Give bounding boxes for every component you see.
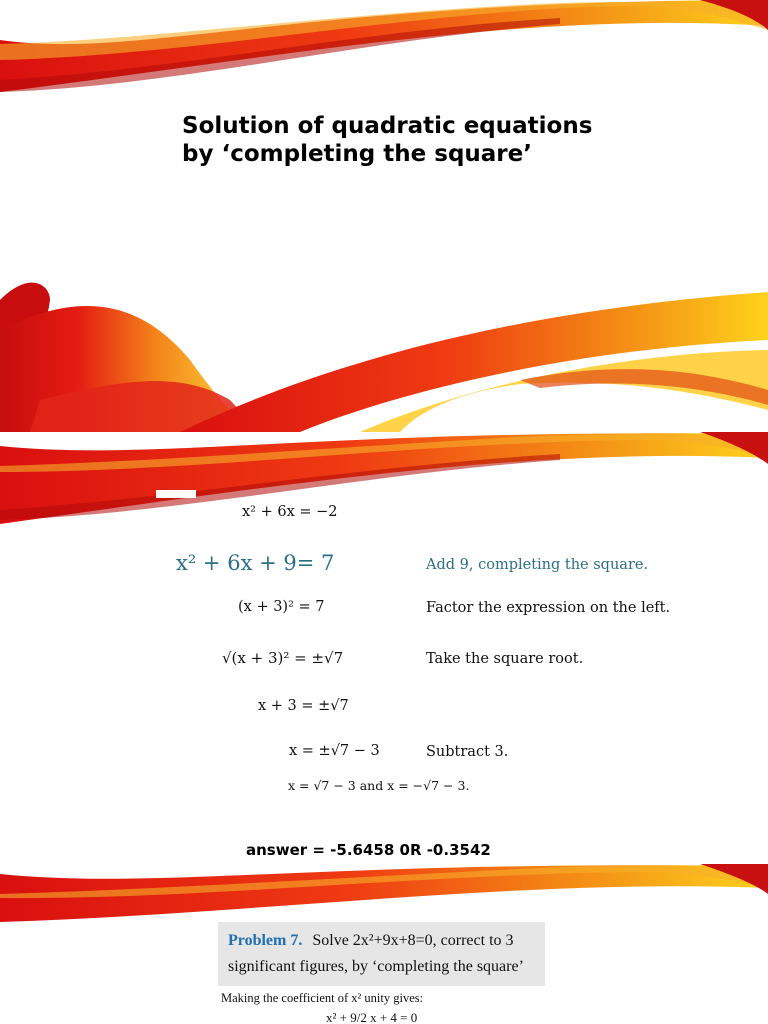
equation-step-2: x² + 6x + 9= 7 — [176, 551, 335, 575]
step-note-2: Add 9, completing the square. — [426, 557, 649, 573]
step-note-6: Subtract 3. — [426, 744, 509, 760]
title-line-2: by ‘completing the square’ — [182, 141, 532, 167]
step-note-4: Take the square root. — [426, 651, 584, 667]
title-line-1: Solution of quadratic equations — [182, 113, 593, 139]
partial-equation: x² + 9/2 x + 4 = 0 — [326, 1010, 418, 1024]
top-wave-decoration — [0, 0, 768, 432]
equation-step-6: x = ±√7 − 3 — [289, 743, 380, 759]
equation-step-3: (x + 3)² = 7 — [238, 599, 325, 615]
problem-label: Problem 7. — [228, 932, 303, 949]
problem-slide — [0, 864, 768, 1024]
divider — [156, 490, 196, 498]
problem-box — [218, 922, 545, 986]
problem-text-line-1: Solve 2x²+9x+8=0, correct to 3 — [312, 932, 514, 949]
step-note-3: Factor the expression on the left. — [426, 600, 671, 616]
problem-text-line-2: significant figures, by ‘completing the square’ — [228, 958, 524, 975]
top-wave-decoration — [0, 864, 768, 924]
equation-step-4: √(x + 3)² = ±√7 — [222, 649, 344, 667]
instruction-text: Making the coefficient of x² unity gives: — [221, 991, 424, 1005]
solution-slide — [0, 432, 768, 864]
equation-step-7: x = √7 − 3 and x = −√7 − 3. — [288, 778, 470, 793]
equation-step-5: x + 3 = ±√7 — [258, 698, 349, 714]
answer-text: answer = -5.6458 0R -0.3542 — [246, 841, 491, 859]
title-slide — [0, 0, 768, 432]
slide-title — [182, 112, 722, 168]
equation-step-1: x² + 6x = −2 — [242, 504, 338, 520]
top-wave-decoration — [0, 432, 768, 532]
